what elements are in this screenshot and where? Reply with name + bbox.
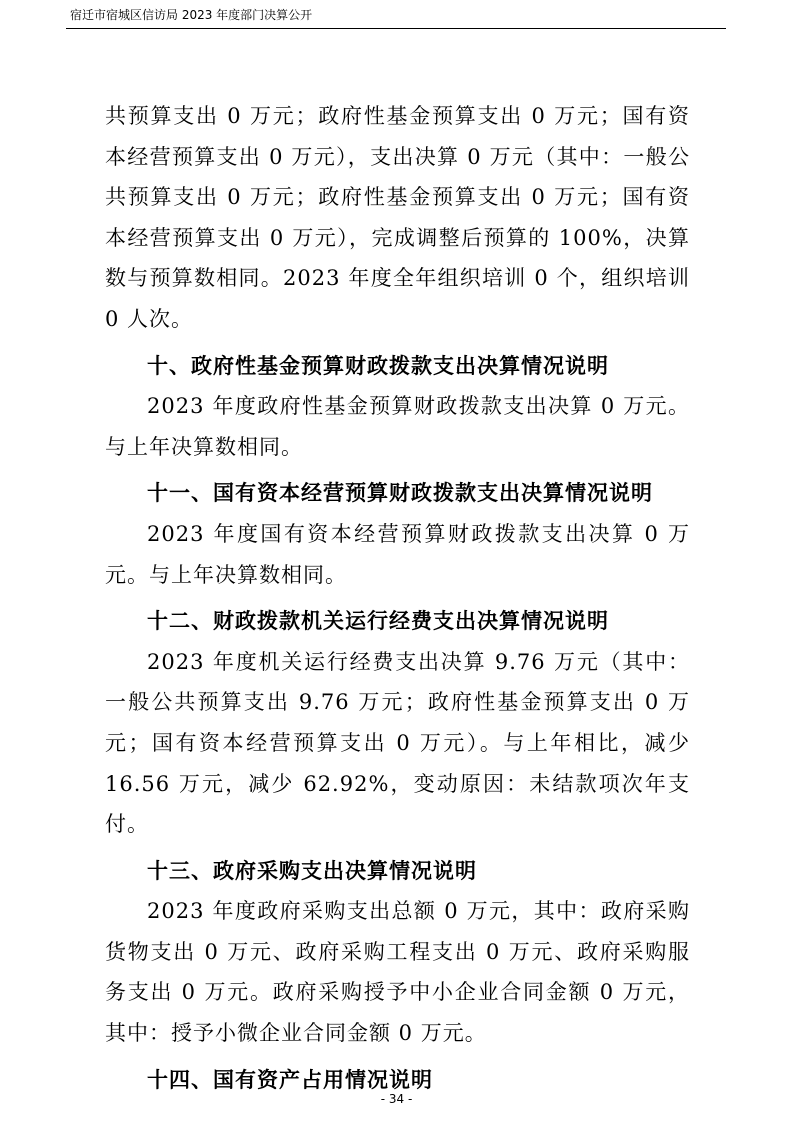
section-heading-11: 十一、国有资本经营预算财政拨款支出决算情况说明 (147, 481, 653, 506)
paragraph-section-12: 2023 年度机关运行经费支出决算 9.76 万元（其中：一般公共预算支出 9.76 万元；政府性基金预算支出 0 万元；国有资本经营预算支出 0 万元）。与上年相比，减少 16.56 万元，减少 62.92%，变动原因：未结款项次年支付。 (105, 649, 690, 837)
section-heading-13: 十三、政府采购支出决算情况说明 (147, 858, 477, 883)
paragraph-section-10: 2023 年度政府性基金预算财政拨款支出决算 0 万元。与上年决算数相同。 (105, 394, 690, 459)
header-divider (66, 28, 726, 29)
section-heading-12: 十二、财政拨款机关运行经费支出决算情况说明 (147, 609, 609, 634)
document-body (105, 96, 690, 1100)
paragraph-section-11: 2023 年度国有资本经营预算财政拨款支出决算 0 万元。与上年决算数相同。 (105, 521, 690, 587)
paragraph-continued: 共预算支出 0 万元；政府性基金预算支出 0 万元；国有资本经营预算支出 0 万元），支出决算 0 万元（其中：一般公共预算支出 0 万元；政府性基金预算支出 0 万元；国有资本经营预算支出 0 万元），完成调整后预算的 100%，决算数与预算数相同。2023 年度全年组织培训 0 个，组织培训 0 人次。 (105, 104, 690, 331)
section-heading-14: 十四、国有资产占用情况说明 (147, 1067, 433, 1092)
section-heading-10: 十、政府性基金预算财政拨款支出决算情况说明 (147, 353, 609, 378)
page-number: - 34 - (380, 1092, 413, 1106)
paragraph-section-13: 2023 年度政府采购支出总额 0 万元，其中：政府采购货物支出 0 万元、政府采购工程支出 0 万元、政府采购服务支出 0 万元。政府采购授予中小企业合同金额 0 万元，其中：授予小微企业合同金额 0 万元。 (105, 899, 690, 1046)
page-header: 宿迁市宿城区信访局 2023 年度部门决算公开 (70, 8, 313, 22)
